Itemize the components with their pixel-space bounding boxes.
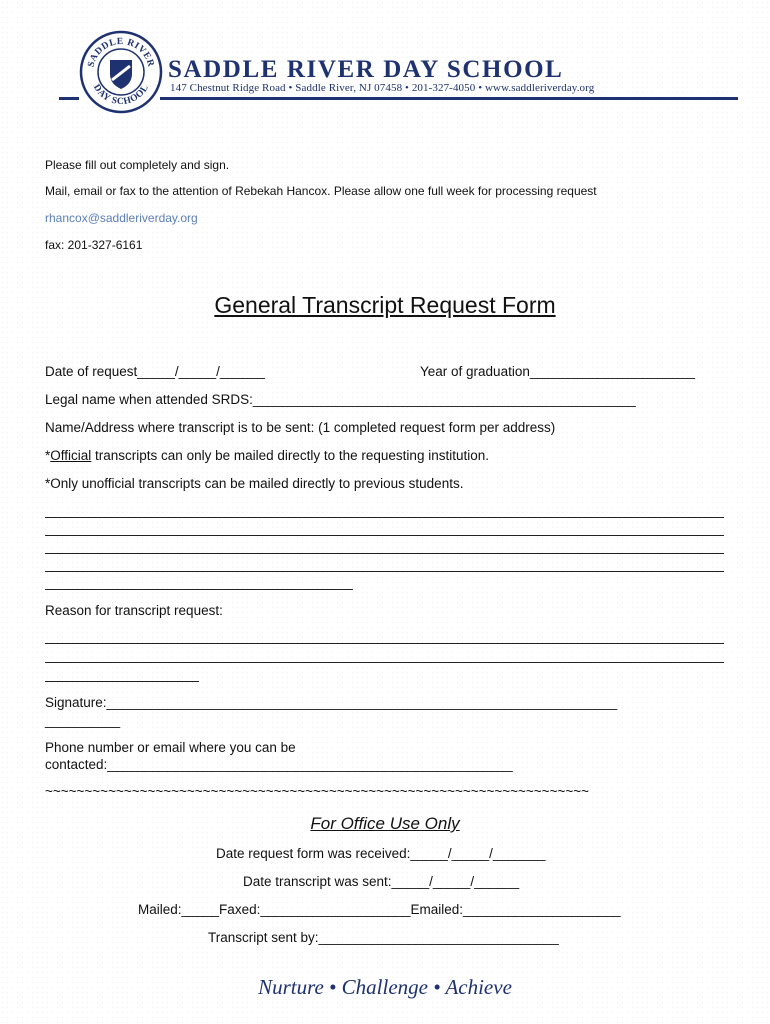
address-line[interactable]: [45, 517, 724, 518]
reason-line[interactable]: [45, 662, 724, 663]
instruction-fill-out: Please fill out completely and sign.: [45, 158, 230, 172]
reason-line[interactable]: [45, 681, 199, 682]
official-transcripts-note: *Official transcripts can only be mailed directly to the requesting institution.: [45, 448, 489, 463]
school-name: SADDLE RIVER DAY SCHOOL: [168, 56, 564, 83]
header-rule: [160, 97, 738, 100]
section-divider: ~~~~~~~~~~~~~~~~~~~~~~~~~~~~~~~~~~~~~~~~~~~~~~~~~~~~~~~~~~~~~~~~~~~~~: [45, 784, 589, 799]
address-line[interactable]: [45, 571, 724, 572]
instruction-mail: Mail, email or fax to the attention of Rebekah Hancox. Please allow one full week for processing request: [45, 184, 597, 198]
date-received-field[interactable]: Date request form was received:_____/_____/_______: [216, 846, 546, 861]
year-of-graduation-field[interactable]: Year of graduation______________________: [420, 364, 696, 379]
office-use-title: For Office Use Only: [310, 814, 460, 833]
delivery-method-field[interactable]: Mailed:_____Faxed:____________________Emailed:_____________________: [138, 902, 621, 917]
address-line[interactable]: [45, 553, 724, 554]
reason-line[interactable]: [45, 643, 724, 644]
address-line[interactable]: [45, 589, 353, 590]
contact-label: Phone number or email where you can be: [45, 740, 296, 755]
transcript-sent-by-field[interactable]: Transcript sent by:________________________________: [208, 930, 559, 945]
date-sent-field[interactable]: Date transcript was sent:_____/_____/______: [243, 874, 520, 889]
contact-email-link[interactable]: rhancox@saddleriverday.org: [45, 211, 198, 225]
name-address-label: Name/Address where transcript is to be sent: (1 completed request form per address): [45, 420, 556, 435]
header-rule: [59, 97, 79, 100]
svg-text:DAY SCHOOL: DAY SCHOOL: [90, 82, 152, 108]
school-motto: Nurture • Challenge • Achieve: [258, 975, 512, 999]
signature-field[interactable]: Signature:____________________________________________________________________: [45, 695, 618, 710]
svg-text:SADDLE RIVER: SADDLE RIVER: [86, 36, 156, 69]
contact-field[interactable]: contacted:______________________________________________________: [45, 757, 513, 772]
unofficial-transcripts-note: *Only unofficial transcripts can be mailed directly to previous students.: [45, 476, 464, 491]
form-title: General Transcript Request Form: [214, 292, 556, 318]
fax-number: fax: 201-327-6161: [45, 238, 143, 252]
school-seal-logo: [79, 30, 163, 114]
address-line[interactable]: [45, 535, 724, 536]
legal-name-field[interactable]: Legal name when attended SRDS:___________________________________________________: [45, 392, 636, 407]
reason-label: Reason for transcript request:: [45, 603, 223, 618]
signature-field-continued[interactable]: __________: [45, 713, 121, 728]
school-address: 147 Chestnut Ridge Road • Saddle River, NJ 07458 • 201-327-4050 • www.saddleriverday.org: [170, 82, 595, 94]
date-of-request-field[interactable]: Date of request_____/_____/______: [45, 364, 265, 379]
